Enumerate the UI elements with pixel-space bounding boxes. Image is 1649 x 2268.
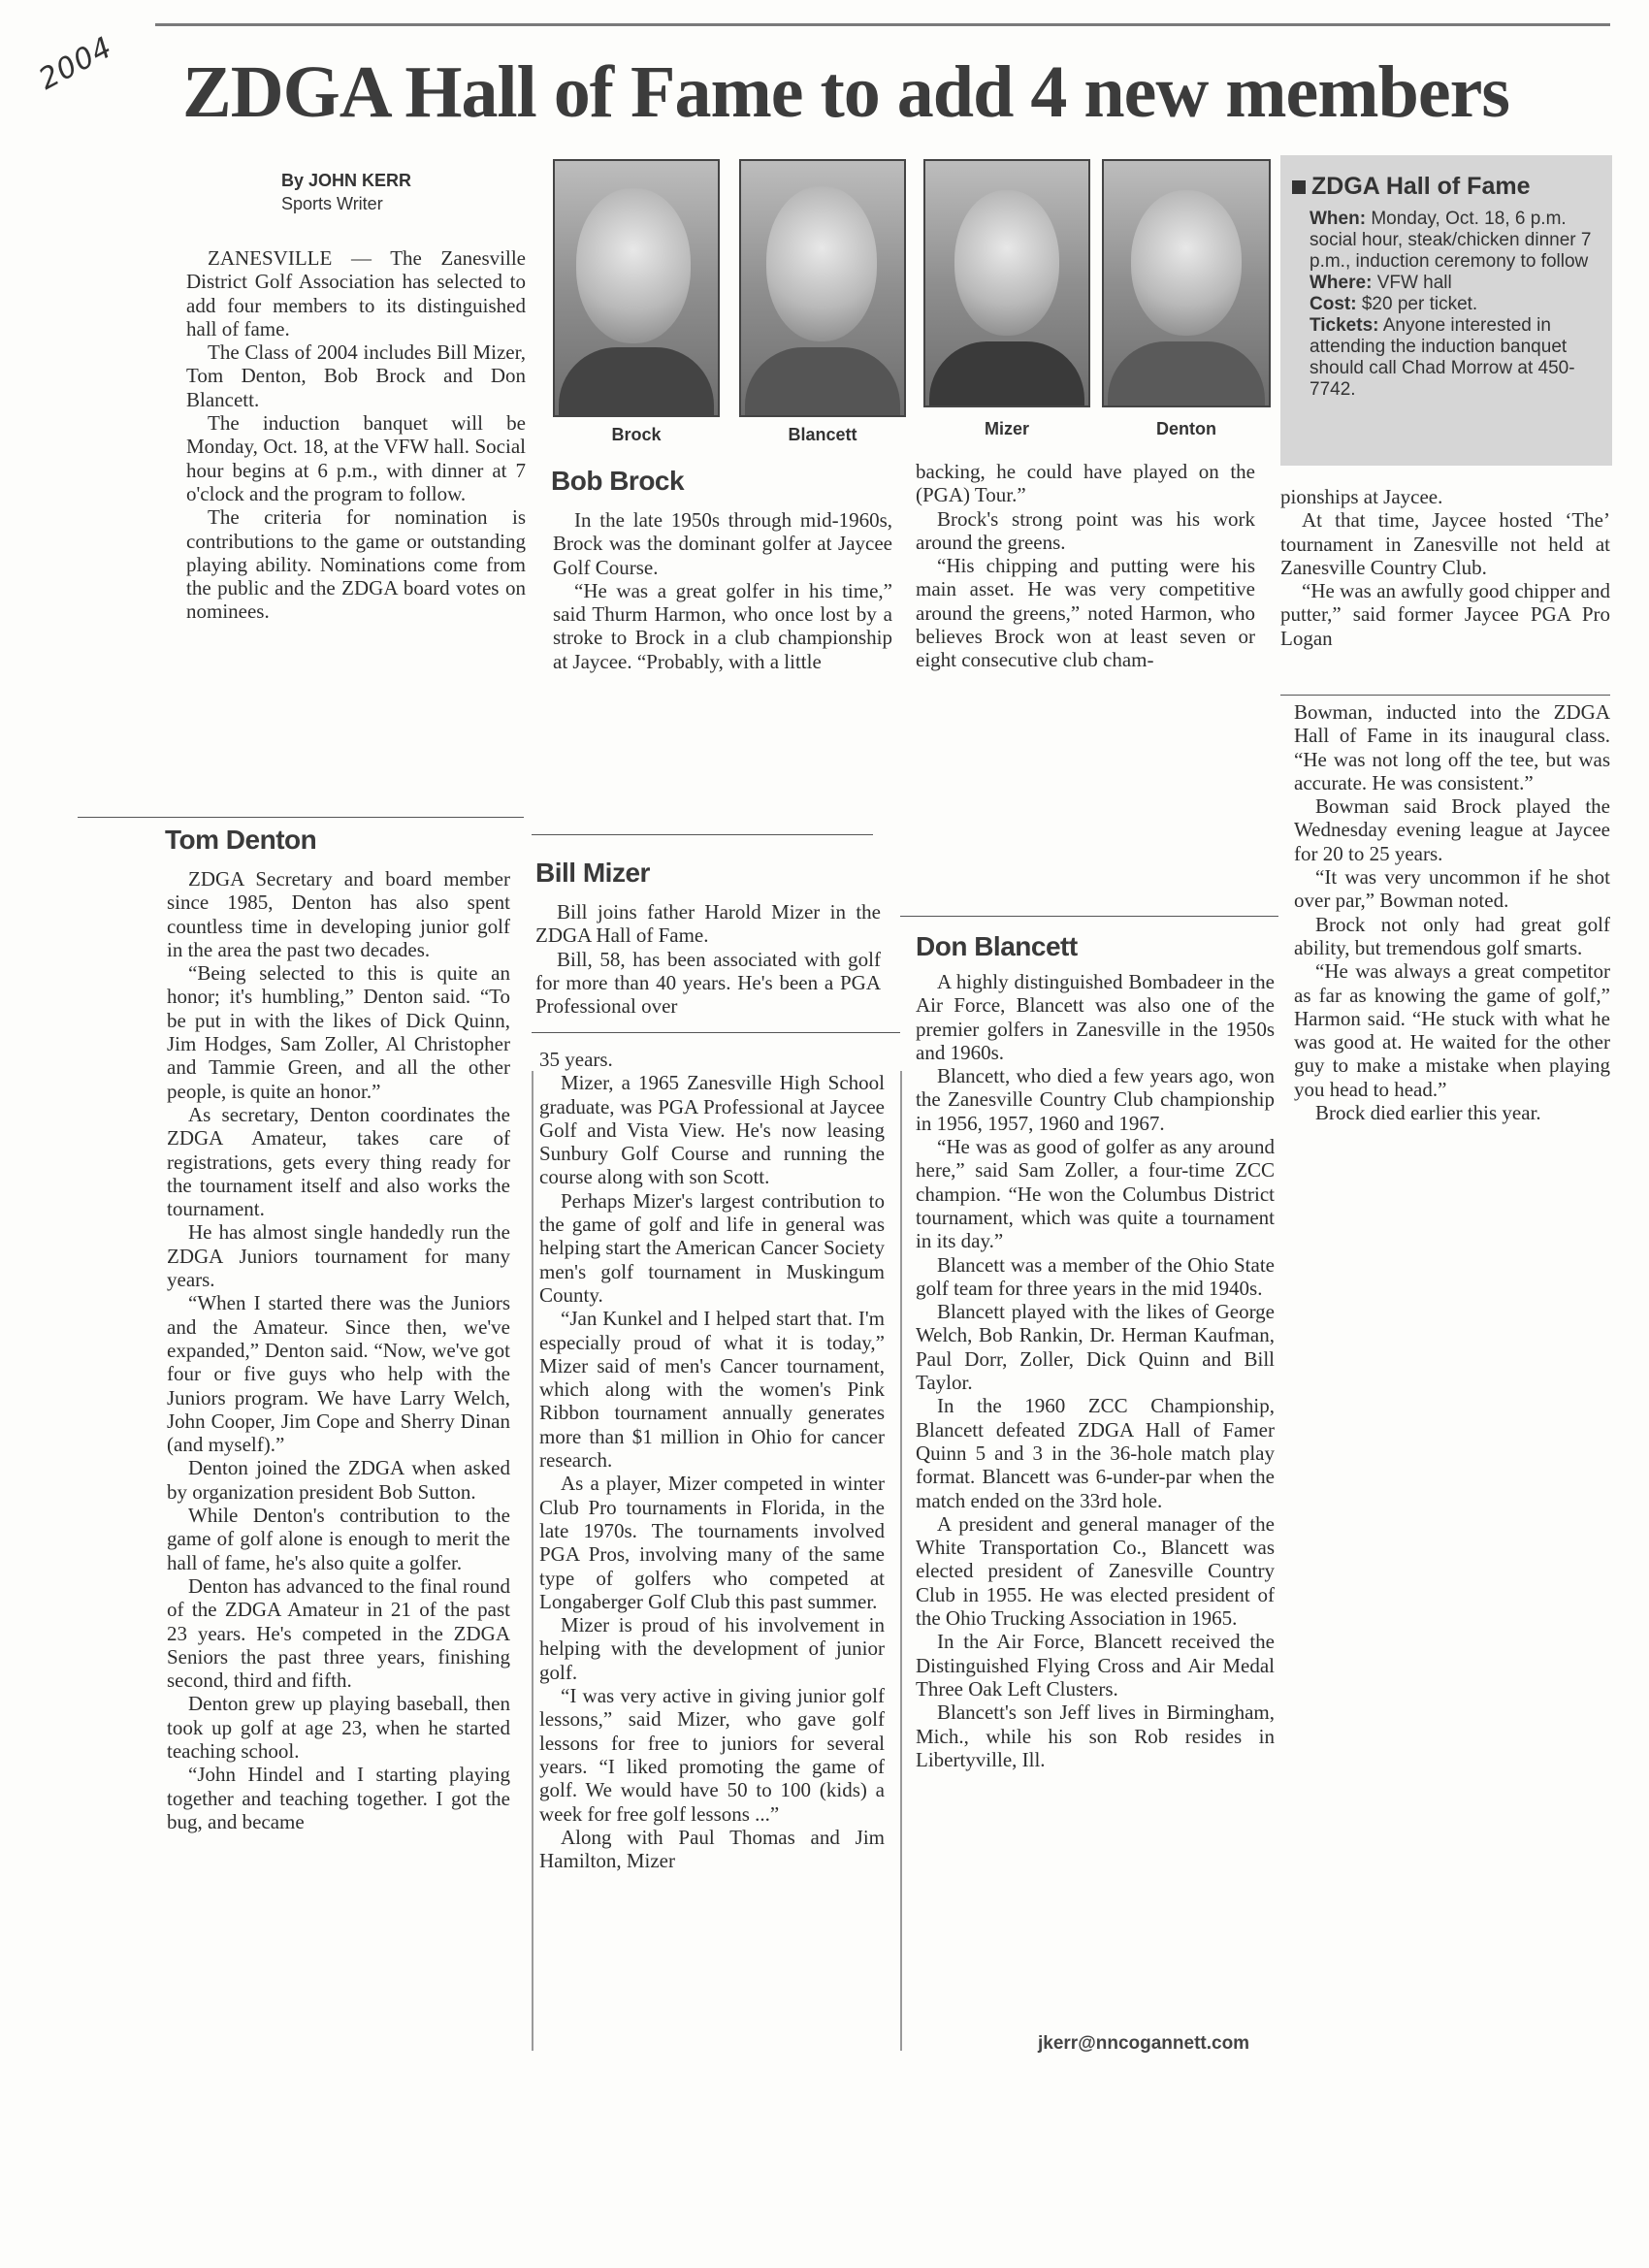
mizer-paragraph: Mizer, a 1965 Zanesville High School graduate, was PGA Professional at Jaycee Golf and Vista View. He's now leasing Sunbury Golf Course and running the course along with son Scott. [539, 1071, 885, 1189]
mizer-paragraph: 35 years. [539, 1048, 613, 1071]
intro-dateline: ZANESVILLE — The Zanesville District Golf Association has selected to add four members to its distinguished hall of fame. [186, 246, 526, 340]
column-rule [1280, 695, 1610, 696]
brock-paragraph: Brock died earlier this year. [1315, 1101, 1541, 1125]
mizer-paragraph: Bill joins father Harold Mizer in the ZDGA Hall of Fame. [535, 900, 881, 948]
byline-author: By JOHN KERR [281, 171, 412, 190]
brock-paragraph: “His chipping and putting were his main asset. He was very competitive around the greens,” noted Harmon, who believes Brock won at least seven or eight consecutive club cham- [916, 554, 1255, 672]
denton-paragraph: ZDGA Secretary and board member since 1985, Denton has also spent countless time in developing junior golf in the area the past two decades. [167, 867, 510, 961]
mizer-column [539, 1048, 885, 1872]
mizer-paragraph: “Jan Kunkel and I helped start that. I'm especially proud of what it is today,” Mizer said of men's Cancer tournament, which along with the women's Pink Ribbon tournament annually generates more than $1 million in Ohio for cancer research. [539, 1307, 885, 1473]
photo-caption-brock: Brock [611, 425, 662, 444]
info-box [1280, 155, 1612, 466]
blancett-column [916, 970, 1275, 1771]
headline: ZDGA Hall of Fame to add 4 new members [182, 51, 1509, 133]
photo-brock [553, 159, 720, 417]
mizer-paragraph: Along with Paul Thomas and Jim Hamilton, Mizer [539, 1825, 885, 1873]
brock-column-2 [916, 460, 1255, 672]
blancett-paragraph: Blancett's son Jeff lives in Birmingham, Mich., while his son Rob resides in Libertyville, Ill. [916, 1701, 1275, 1771]
brock-paragraph: Brock not only had great golf ability, but tremendous golf smarts. [1294, 912, 1610, 959]
brock-column-3 [1280, 485, 1610, 650]
square-bullet-icon [1292, 180, 1306, 194]
denton-paragraph: “When I started there was the Juniors and the Amateur. Since then, we've expanded,” Denton said. “Now, we've got four or five guys who help with the Juniors program. We have Larry Welch, John Cooper, Jim Cope and Sherry Dinan (and myself).” [167, 1291, 510, 1457]
clipping-edge [900, 1071, 902, 2051]
denton-column [167, 867, 510, 1833]
handwritten-year: 2004 [33, 30, 118, 97]
denton-paragraph: Denton has advanced to the final round of the ZDGA Amateur in 21 of the past 23 years. He's competed in the ZDGA Seniors the past three years, finishing second, third and fifth. [167, 1573, 510, 1693]
photo-denton [1102, 159, 1271, 407]
info-when-label: When: [1310, 209, 1367, 229]
info-where-label: Where: [1310, 273, 1373, 293]
byline [281, 169, 411, 215]
brock-paragraph: pionships at Jaycee. [1280, 485, 1443, 508]
intro-paragraph: The criteria for nomination is contributions to the game or outstanding playing ability. Nominations come from the public and the ZDGA board votes on nominees. [186, 505, 526, 624]
column-rule [532, 1032, 900, 1033]
denton-paragraph: “John Hindel and I starting playing together and teaching together. I got the bug, and became [167, 1763, 510, 1833]
byline-role: Sports Writer [281, 194, 383, 213]
blancett-paragraph: A highly distinguished Bombadeer in the Air Force, Blancett was also one of the premier golfers in Zanesville in the 1950s and 1960s. [916, 970, 1275, 1064]
blancett-paragraph: In the Air Force, Blancett received the Distinguished Flying Cross and Air Medal Three Oak Left Clusters. [916, 1630, 1275, 1701]
clipping-edge [532, 1071, 534, 2051]
brock-column-4 [1294, 700, 1610, 1124]
mizer-paragraph: Perhaps Mizer's largest contribution to the game of golf and life in general was helping start the American Cancer Society men's golf tournament in Muskingum County. [539, 1188, 885, 1307]
brock-paragraph: Bowman, inducted into the ZDGA Hall of Fame in its inaugural class. “He was not long off the tee, but was accurate. He was consistent.” [1294, 700, 1610, 794]
photo-blancett [739, 159, 906, 417]
denton-paragraph: “Being selected to this is quite an honor; it's humbling,” Denton said. “To be put in with the likes of Dick Quinn, Jim Hodges, Sam Zoller, Al Christopher and Tammie Green, and all the other people, is quite an honor.” [167, 961, 510, 1103]
photo-caption-denton: Denton [1156, 419, 1216, 438]
section-heading-denton: Tom Denton [165, 825, 317, 855]
section-heading-mizer: Bill Mizer [535, 858, 650, 888]
brock-paragraph: Bowman said Brock played the Wednesday evening league at Jaycee for 20 to 25 years. [1294, 794, 1610, 865]
photo-caption-mizer: Mizer [984, 419, 1029, 438]
denton-paragraph: Denton joined the ZDGA when asked by organization president Bob Sutton. [167, 1456, 510, 1504]
denton-paragraph: As secretary, Denton coordinates the ZDGA Amateur, takes care of registrations, gets every thing ready for the tournament itself and also works the tournament. [167, 1102, 510, 1221]
denton-paragraph: Denton grew up playing baseball, then took up golf at age 23, when he started teaching school. [167, 1692, 510, 1763]
info-when: Monday, Oct. 18, 6 p.m. social hour, steak/chicken dinner 7 p.m., induction ceremony to follow [1310, 209, 1592, 272]
denton-paragraph: While Denton's contribution to the game of golf alone is enough to merit the hall of fame, he's also quite a golfer. [167, 1504, 510, 1574]
intro-paragraph: The Class of 2004 includes Bill Mizer, Tom Denton, Bob Brock and Don Blancett. [186, 340, 526, 411]
info-box-title: ZDGA Hall of Fame [1292, 173, 1612, 201]
info-where: VFW hall [1376, 273, 1452, 293]
brock-paragraph: Brock's strong point was his work around the greens. [916, 506, 1255, 554]
column-rule [532, 834, 873, 835]
blancett-paragraph: “He was as good of golfer as any around here,” said Sam Zoller, a four-time ZCC champion. “He won the Columbus District tournament, which was quite a tournament in its day.” [916, 1135, 1275, 1253]
denton-paragraph: He has almost single handedly run the ZDGA Juniors tournament for many years. [167, 1220, 510, 1292]
mizer-paragraph: “I was very active in giving junior golf lessons,” said Mizer, who gave golf lessons for free to juniors for several years. “I liked promoting the game of golf. We would have 50 to 100 (kids) a week for free golf lessons ...” [539, 1684, 885, 1826]
author-email: jkerr@nncogannett.com [1038, 2033, 1250, 2054]
section-divider [78, 817, 524, 818]
mizer-intro [535, 900, 881, 1018]
blancett-paragraph: Blancett played with the likes of George Welch, Bob Rankin, Dr. Herman Kaufman, Paul Dorr, Zoller, Dick Quinn and Bill Taylor. [916, 1300, 1275, 1395]
info-tickets-label: Tickets: [1310, 315, 1379, 336]
mizer-paragraph: Mizer is proud of his involvement in helping with the development of junior golf. [539, 1613, 885, 1684]
blancett-paragraph: Blancett was a member of the Ohio State golf team for three years in the mid 1940s. [916, 1252, 1275, 1300]
brock-paragraph: “It was very uncommon if he shot over par,” Bowman noted. [1294, 865, 1610, 913]
photo-mizer [923, 159, 1090, 407]
photo-caption-blancett: Blancett [788, 425, 857, 444]
brock-paragraph: At that time, Jaycee hosted ‘The’ tournament in Zanesville not held at Zanesville Country Club. [1280, 508, 1610, 579]
column-rule [900, 916, 1278, 917]
mizer-paragraph: Bill, 58, has been associated with golf for more than 40 years. He's been a PGA Professional over [535, 947, 881, 1019]
brock-paragraph: In the late 1950s through mid-1960s, Brock was the dominant golfer at Jaycee Golf Course. [553, 508, 892, 579]
section-heading-brock: Bob Brock [551, 466, 685, 496]
brock-paragraph: “He was always a great competitor as far as knowing the game of golf,” Harmon said. “He stuck with what he was good at. He waited for the other guy to make a mistake when playing you head to head.” [1294, 959, 1610, 1101]
info-cost-label: Cost: [1310, 294, 1357, 314]
info-cost: $20 per ticket. [1361, 294, 1478, 314]
section-heading-blancett: Don Blancett [916, 931, 1078, 961]
top-rule [155, 23, 1610, 26]
info-tickets: Anyone interested in attending the induction banquet should call Chad Morrow at 450-7742. [1310, 315, 1575, 400]
intro-paragraph: The induction banquet will be Monday, Oct. 18, at the VFW hall. Social hour begins at 6 p.m., with dinner at 7 o'clock and the program to follow. [186, 411, 526, 505]
brock-paragraph: “He was an awfully good chipper and putter,” said former Jaycee PGA Pro Logan [1280, 579, 1610, 650]
intro-column [186, 246, 526, 624]
blancett-paragraph: Blancett, who died a few years ago, won the Zanesville Country Club championship in 1956, 1957, 1960 and 1967. [916, 1064, 1275, 1135]
brock-column-1 [553, 508, 892, 673]
brock-paragraph: “He was a great golfer in his time,” said Thurm Harmon, who once lost by a stroke to Brock in a club championship at Jaycee. “Probably, with a little [553, 578, 892, 673]
blancett-paragraph: In the 1960 ZCC Championship, Blancett defeated ZDGA Hall of Famer Quinn 5 and 3 in the 36-hole match play format. Blancett was 6-under-par when the match ended on the 33rd hole. [916, 1394, 1275, 1512]
mizer-paragraph: As a player, Mizer competed in winter Club Pro tournaments in Florida, in the late 1970s. The tournaments involved PGA Pros, involving many of the same type of golfers who competed at Longaberger Golf Club this past summer. [539, 1472, 885, 1613]
brock-paragraph: backing, he could have played on the (PGA) Tour.” [916, 460, 1255, 507]
blancett-paragraph: A president and general manager of the White Transportation Co., Blancett was elected president of Zanesville Country Club in 1955. He was elected president of the Ohio Trucking Association in 1965. [916, 1511, 1275, 1631]
info-box-body [1310, 209, 1606, 401]
